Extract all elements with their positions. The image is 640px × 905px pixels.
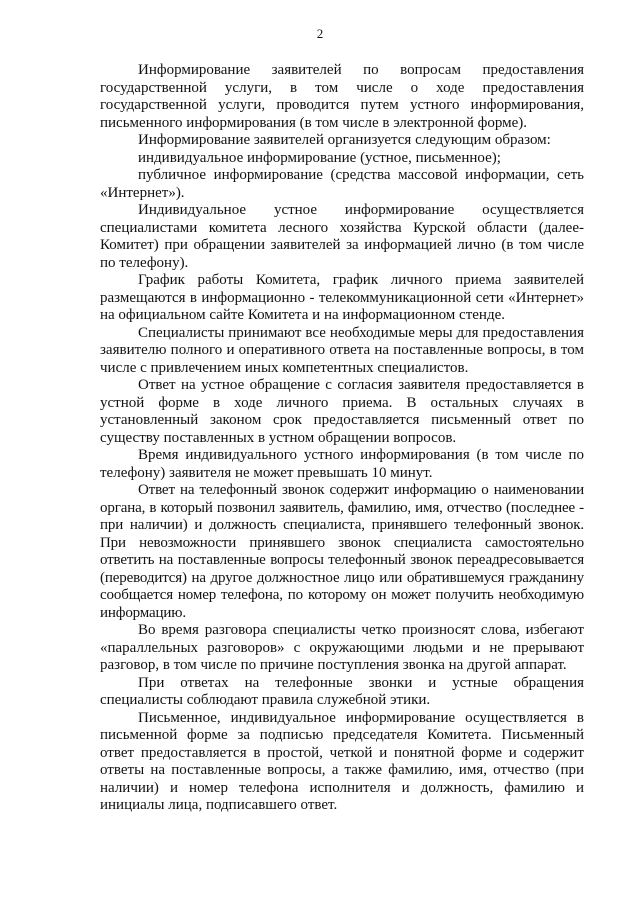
page-number: 2 xyxy=(316,26,324,41)
paragraph-time-limit: Время индивидуального устного информирования (в том числе по телефону) заявителя не может превышать 10 минут. xyxy=(100,447,584,481)
paragraph-oral-request-answer: Ответ на устное обращение с согласия заявителя предоставляется в устной форме в ходе личного приема. В остальных случаях в установленный законом срок предоставляется письменный ответ по существу поставленных в устном обращении вопросов. xyxy=(100,377,584,446)
paragraph-work-schedule: График работы Комитета, график личного приема заявителей размещаются в информационно - телекоммуникационной сети «Интернет» на официальном сайте Комитета и на информационном стенде. xyxy=(100,272,584,323)
paragraph-individual-informing: индивидуальное информирование (устное, письменное); xyxy=(138,149,501,166)
paragraph-written-informing: Письменное, индивидуальное информирование осуществляется в письменной форме за подписью председателя Комитета. Письменный ответ предоставляется в простой, четкой и понятной форме и содержит ответы на поставленные вопросы, а также фамилию, имя, отчество (при наличии) и номер телефона исполнителя и должность, фамилию и инициалы лица, подписавшего ответ. xyxy=(100,709,584,813)
paragraph-service-ethics: При ответах на телефонные звонки и устные обращения специалисты соблюдают правила служебной этики. xyxy=(100,674,584,708)
document-body xyxy=(100,62,584,815)
paragraph-phone-answer: Ответ на телефонный звонок содержит информацию о наименовании органа, в который позвонил заявитель, фамилию, имя, отчество (последнее - при наличии) и должность специалиста, принявшего телефонный звонок. При невозможности принявшего звонок специалиста самостоятельно ответить на поставленные вопросы телефонный звонок переадресовывается (переводится) на другое должностное лицо или обратившемуся гражданину сообщается номер телефона, по которому он может получить необходимую информацию. xyxy=(100,482,584,621)
paragraph-public-informing: публичное информирование (средства массовой информации, сеть «Интернет»). xyxy=(100,167,584,201)
paragraph-conversation-rules: Во время разговора специалисты четко произносят слова, избегают «параллельных разговоров» с окружающими людьми и не прерывают разговор, в том числе по причине поступления звонка на другой аппарат. xyxy=(100,622,584,673)
paragraph-specialists-measures: Специалисты принимают все необходимые меры для предоставления заявителю полного и оперативного ответа на поставленные вопросы, в том числе с привлечением иных компетентных специалистов. xyxy=(100,324,584,376)
paragraph-informing-applicants: Информирование заявителей по вопросам предоставления государственной услуги, в том числе о ходе предоставления государственной услуги, проводится путем устного информирования, письменного информирования (в том числе в электронной форме). xyxy=(100,62,584,131)
paragraph-organization: Информирование заявителей организуется следующим образом: xyxy=(138,132,551,148)
paragraph-oral-informing: Индивидуальное устное информирование осуществляется специалистами комитета лесного хозяйства Курской области (далее-Комитет) при обращении заявителей за информацией лично (в том числе по телефону). xyxy=(100,202,584,271)
